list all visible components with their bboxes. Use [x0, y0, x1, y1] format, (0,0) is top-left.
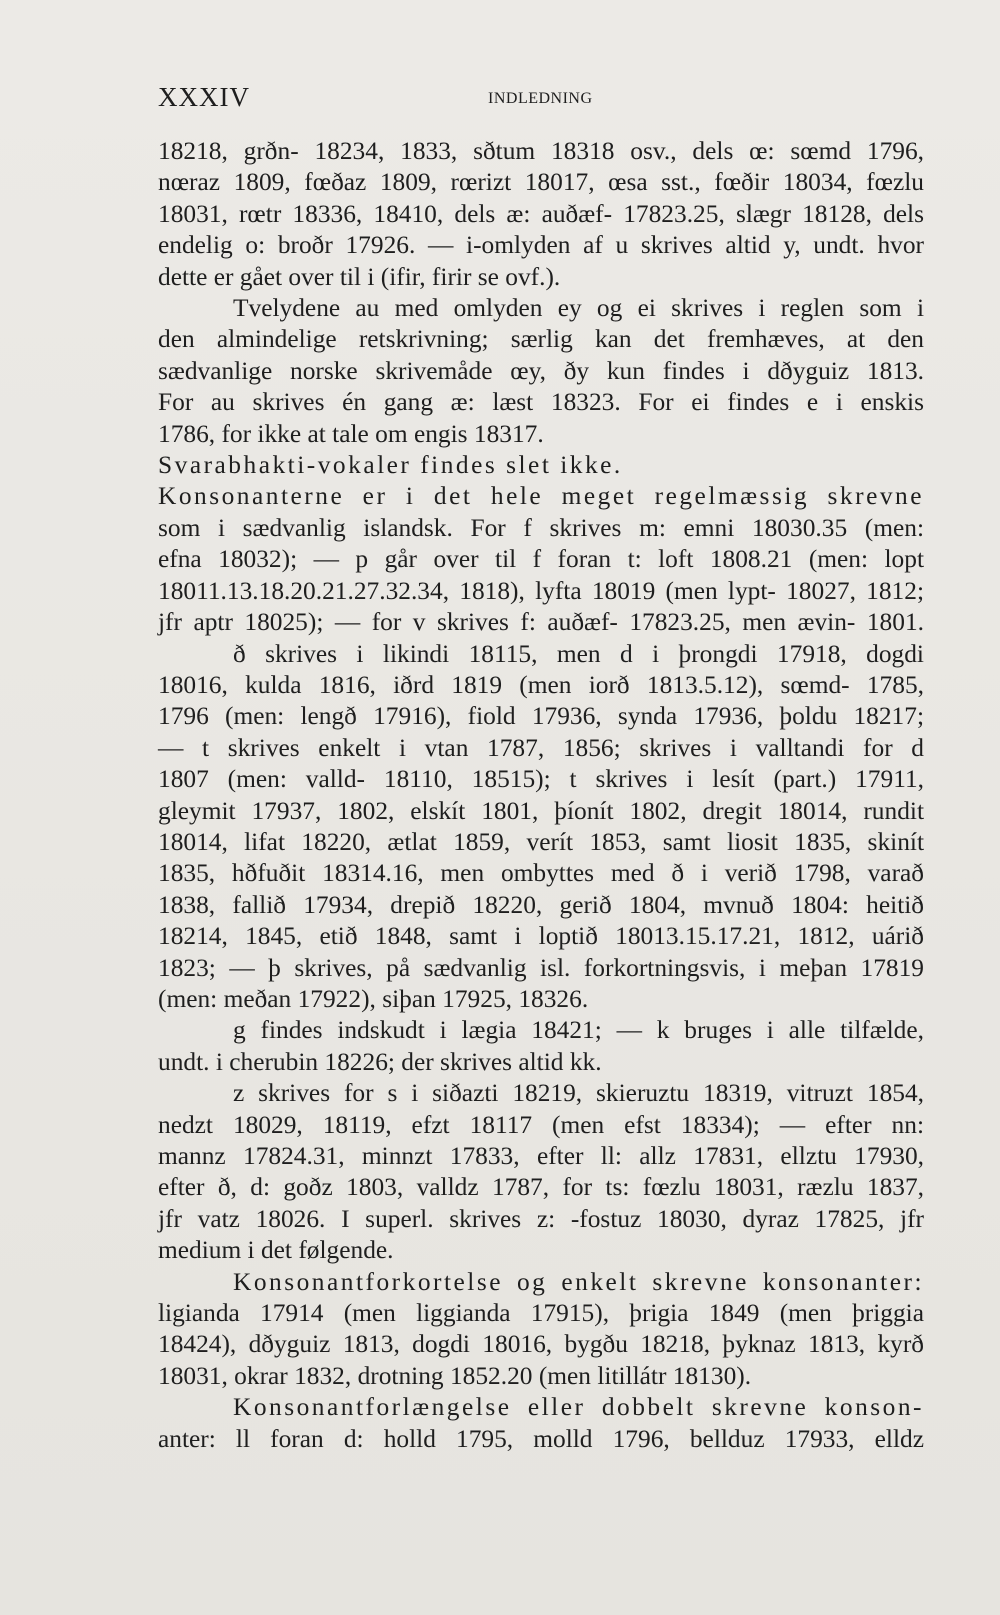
text-line: medium i det følgende. — [158, 1236, 394, 1265]
text-line: Konsonantforkortelse og enkelt skrevne konsonanter: — [233, 1267, 924, 1296]
text-line: 18016, kulda 1816, iðrd 1819 (men iorð 1813.5.12), sœmd- 1785, — [158, 670, 924, 699]
text-line: 1823; — þ skrives, på sædvanlig isl. forkortningsvis, i meþan 17819 — [158, 953, 924, 982]
running-head: INDLEDNING — [488, 90, 593, 107]
text-line: efter ð, d: goðz 1803, valldz 1787, for ts: fœzlu 18031, ræzlu 1837, — [158, 1173, 924, 1202]
text-line: 1835, hðfuðit 18314.16, men ombyttes med ð i verið 1798, varað — [158, 859, 924, 888]
page-header — [158, 82, 938, 122]
text-line: anter: ll foran d: holld 1795, molld 1796, bellduz 17933, elldz — [158, 1424, 924, 1453]
text-line: som i sædvanlig islandsk. For f skrives m: emni 18030.35 (men: — [158, 513, 924, 542]
text-line: Konsonanterne er i det hele meget regelmæssig skrevne — [158, 482, 924, 511]
text-line: efna 18032); — p går over til f foran t: loft 1808.21 (men: lopt — [158, 545, 924, 574]
text-line: dette er gået over til i (ifir, firir se ovf.). — [158, 262, 561, 291]
text-line: Svarabhakti-vokaler findes slet ikke. — [158, 451, 623, 480]
text-line: 1786, for ikke at tale om engis 18317. — [158, 419, 544, 448]
text-line: (men: meðan 17922), siþan 17925, 18326. — [158, 984, 589, 1013]
text-line: ligianda 17914 (men liggianda 17915), þrigia 1849 (men þriggia — [158, 1299, 924, 1328]
text-line: undt. i cherubin 18226; der skrives altid kk. — [158, 1047, 602, 1076]
text-line: 1796 (men: lengð 17916), fiold 17936, synda 17936, þoldu 18217; — [158, 702, 924, 731]
text-line: Tvelydene au med omlyden ey og ei skrives i reglen som i — [233, 294, 924, 323]
text-line: mannz 17824.31, minnzt 17833, efter ll: allz 17831, ellztu 17930, — [158, 1142, 924, 1170]
text-line: ð skrives i likindi 18115, men d i þrongdi 17918, dogdi — [233, 639, 924, 668]
text-line: 1838, fallið 17934, drepið 18220, gerið 1804, mvnuð 1804: heitið — [158, 890, 924, 919]
text-line: For au skrives én gang æ: læst 18323. For ei findes e i enskis — [158, 388, 924, 417]
text-line: Konsonantforlængelse eller dobbelt skrevne konson- — [233, 1393, 924, 1422]
text-line: — t skrives enkelt i vtan 1787, 1856; skrives i valltandi for d — [158, 733, 924, 762]
text-line: jfr vatz 18026. I superl. skrives z: -fostuz 18030, dyraz 17825, jfr — [158, 1204, 924, 1233]
text-line: nœraz 1809, fœðaz 1809, rœrizt 18017, œsa sst., fœðir 18034, fœzlu — [158, 168, 924, 197]
text-line: den almindelige retskrivning; særlig kan det fremhæves, at den — [158, 325, 924, 354]
text-line: 18031, okrar 1832, drotning 1852.20 (men litillátr 18130). — [158, 1361, 752, 1390]
text-line: z skrives for s i siðazti 18219, skieruztu 18319, vitruzt 1854, — [233, 1079, 924, 1108]
body-text — [158, 136, 924, 1455]
text-line: endelig o: broðr 17926. — i-omlyden af u skrives altid y, undt. hvor — [158, 231, 924, 260]
text-line: 18218, grðn- 18234, 1833, sðtum 18318 osv., dels œ: sœmd 1796, — [158, 137, 924, 165]
text-line: 1807 (men: valld- 18110, 18515); t skrives i lesít (part.) 17911, — [158, 765, 924, 794]
text-line: 18031, rœtr 18336, 18410, dels æ: auðæf- 17823.25, slægr 18128, dels — [158, 199, 924, 228]
page-number: XXXIV — [158, 82, 250, 112]
text-line: 18214, 1845, etið 1848, samt i loptið 18013.15.17.21, 1812, uárið — [158, 922, 924, 951]
text-line: g findes indskudt i lægia 18421; — k bruges i alle tilfælde, — [233, 1016, 924, 1045]
text-line: jfr aptr 18025); — for v skrives f: auðæf- 17823.25, men ævin- 1801. — [158, 608, 924, 637]
text-line: 18011.13.18.20.21.27.32.34, 1818), lyfta 18019 (men lypt- 18027, 1812; — [158, 576, 924, 605]
text-line: 18014, lifat 18220, ætlat 1859, verít 1853, samt liosit 1835, skinít — [158, 827, 924, 856]
text-line: gleymit 17937, 1802, elskít 1801, þíonít 1802, dregit 18014, rundit — [158, 796, 924, 825]
text-line: nedzt 18029, 18119, efzt 18117 (men efst 18334); — efter nn: — [158, 1110, 924, 1139]
text-line: sædvanlige norske skrivemåde œy, ðy kun findes i dðyguiz 1813. — [158, 356, 924, 385]
text-line: 18424), dðyguiz 1813, dogdi 18016, bygðu 18218, þyknaz 1813, kyrð — [158, 1330, 924, 1359]
